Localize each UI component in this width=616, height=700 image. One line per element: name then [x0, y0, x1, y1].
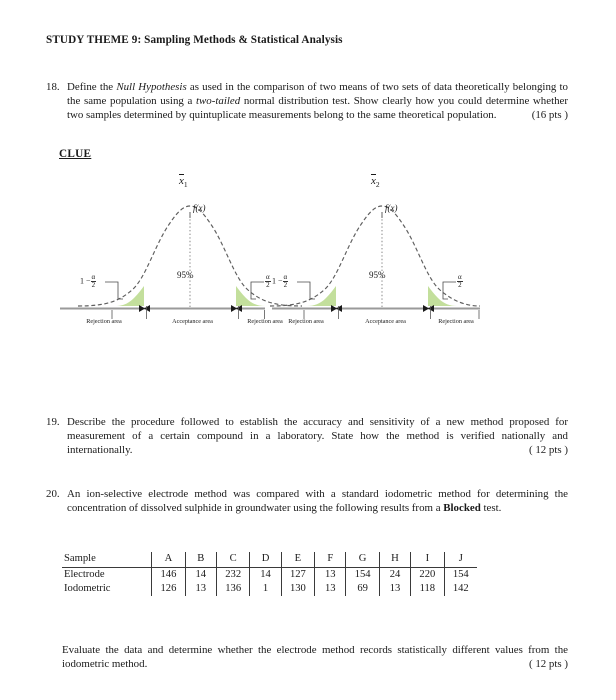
cell-iodometric-c: 136 [216, 582, 249, 596]
left-curve-mean-base: x [179, 175, 184, 187]
right-curve-left-tail-fill [307, 286, 336, 306]
question-19-number: 19. [46, 416, 60, 428]
right-curve-left-alpha-label [272, 274, 288, 290]
table-column-header-e: E [281, 552, 314, 568]
question-18-italic-1: Null Hypothesis [116, 81, 187, 93]
right-curve-left-alpha-num: α [283, 273, 288, 281]
question-18-number: 18. [46, 81, 60, 93]
left-curve-mean-sub: 1 [183, 180, 188, 190]
cell-iodometric-d: 1 [250, 582, 281, 596]
question-18-text-3: normal distribution test. Show clearly how you could determine whether two samples determined by quintuplicate measurements belong to the same theoretical population. [67, 95, 569, 122]
cell-electrode-g: 154 [346, 568, 379, 583]
question-20-body [67, 487, 568, 515]
left-curve-acceptance-area-label: Acceptance area [172, 318, 213, 325]
cell-iodometric-i: 118 [411, 582, 444, 596]
page-title: STUDY THEME 9: Sampling Methods & Statistical Analysis [46, 34, 343, 46]
right-curve-right-alpha-label [457, 274, 463, 290]
cell-electrode-h: 24 [379, 568, 410, 583]
question-19-body [67, 415, 568, 458]
question-18-italic-2: two-tailed [196, 95, 241, 108]
table-column-header-b: B [185, 552, 216, 568]
right-curve-left-alpha-den: 2 [283, 281, 288, 290]
results-table [62, 552, 477, 596]
cell-electrode-e: 127 [281, 568, 314, 583]
table-column-header-d: D [250, 552, 281, 568]
table-row-label-electrode: Electrode [64, 569, 105, 580]
cell-electrode-d: 14 [250, 568, 281, 583]
right-curve-acceptance-area-label: Acceptance area [365, 318, 406, 325]
cell-iodometric-g: 69 [346, 582, 379, 596]
right-curve-left-alpha-text: 1 − [272, 276, 283, 286]
closing-text: Evaluate the data and determine whether the electrode method records statistically different values from the iodometric method. [62, 644, 568, 671]
question-19 [46, 415, 568, 458]
right-curve-mean-sub: 2 [375, 180, 380, 190]
closing-points: ( 12 pts ) [528, 658, 568, 671]
table-column-header-i: I [411, 552, 444, 568]
left-curve-right-alpha-label [265, 274, 271, 290]
right-curve-rejection-area-left-label: Rejection area [288, 318, 324, 325]
table-row [62, 568, 477, 583]
right-curve-rejection-area-right-label: Rejection area [438, 318, 474, 325]
distribution-curves-svg [60, 178, 480, 330]
results-table-container [62, 552, 477, 596]
table-row [62, 582, 477, 596]
table-column-header-j: J [444, 552, 477, 568]
two-tailed-distribution-diagram [60, 175, 480, 330]
question-20-text-1: An ion-selective electrode method was compared with a standard iodometric method for determining the concentration of dissolved sulphide in groundwater using the following results from a [67, 488, 568, 515]
table-column-header-a: A [152, 552, 185, 568]
left-curve-left-alpha-label [80, 274, 96, 290]
left-curve-right-tail-fill [236, 286, 265, 306]
left-curve-rejection-area-left-label: Rejection area [86, 318, 122, 325]
right-bell-curve [270, 206, 480, 306]
right-curve-right-alpha-num: α [458, 273, 462, 281]
clue-label: CLUE [59, 148, 92, 160]
cell-electrode-f: 13 [315, 568, 346, 583]
cell-iodometric-b: 13 [185, 582, 216, 596]
cell-electrode-b: 14 [185, 568, 216, 583]
question-18-body [67, 80, 568, 123]
question-20-bold-1: Blocked [443, 502, 481, 515]
right-curve-mean-base: x [371, 175, 376, 187]
left-curve-mean-label [179, 174, 188, 189]
table-column-header-c: C [216, 552, 249, 568]
right-curve-left-alpha-leader [297, 282, 315, 299]
left-curve-right-alpha-num: α [266, 273, 270, 281]
left-curve-left-alpha-text: 1 − [80, 276, 91, 286]
right-curve-mean-label [371, 174, 380, 189]
question-19-points: ( 12 pts ) [528, 444, 568, 457]
question-18-text-1: Define the [67, 81, 117, 93]
table-column-header-g: G [346, 552, 379, 568]
question-18 [46, 80, 568, 123]
cell-iodometric-a: 126 [152, 582, 185, 596]
left-curve-left-alpha-num: α [91, 273, 96, 281]
left-curve-density-label: f(x) [193, 203, 206, 213]
closing-instruction [62, 643, 568, 671]
cell-electrode-c: 232 [216, 568, 249, 583]
cell-electrode-a: 146 [152, 568, 185, 583]
left-curve-right-alpha-den: 2 [266, 281, 270, 290]
table-row-header-label: Sample [62, 552, 152, 568]
question-20 [46, 487, 568, 515]
cell-electrode-i: 220 [411, 568, 444, 583]
left-curve-left-alpha-den: 2 [91, 281, 96, 290]
table-header-row [62, 552, 477, 568]
table-column-header-f: F [315, 552, 346, 568]
cell-electrode-j: 154 [444, 568, 477, 583]
left-curve-left-alpha-leader [105, 282, 123, 299]
left-curve-confidence-label: 95% [177, 270, 194, 280]
right-curve-density-label: f(x) [385, 203, 398, 213]
right-curve-right-tail-fill [428, 286, 457, 306]
right-curve-confidence-label: 95% [369, 270, 386, 280]
cell-iodometric-h: 13 [379, 582, 410, 596]
left-curve-left-tail-fill [115, 286, 144, 306]
question-19-text: Describe the procedure followed to establish the accuracy and sensitivity of a new method proposed for measurement of a certain compound in a laboratory. State how the method is verified nationally and internationally. [67, 416, 568, 457]
right-curve-right-alpha-den: 2 [458, 281, 462, 290]
cell-iodometric-j: 142 [444, 582, 477, 596]
left-curve-rejection-area-right-label: Rejection area [247, 318, 283, 325]
question-18-text-2: as used in the comparison of two means of two sets of data theoretically belonging to the same population using a [67, 81, 568, 108]
cell-iodometric-e: 130 [281, 582, 314, 596]
question-18-points: (16 pts ) [531, 109, 568, 122]
table-column-header-h: H [379, 552, 410, 568]
table-row-label-iodometric: Iodometric [64, 583, 111, 594]
question-20-number: 20. [46, 488, 60, 500]
cell-iodometric-f: 13 [315, 582, 346, 596]
question-20-text-2: test. [480, 502, 502, 515]
